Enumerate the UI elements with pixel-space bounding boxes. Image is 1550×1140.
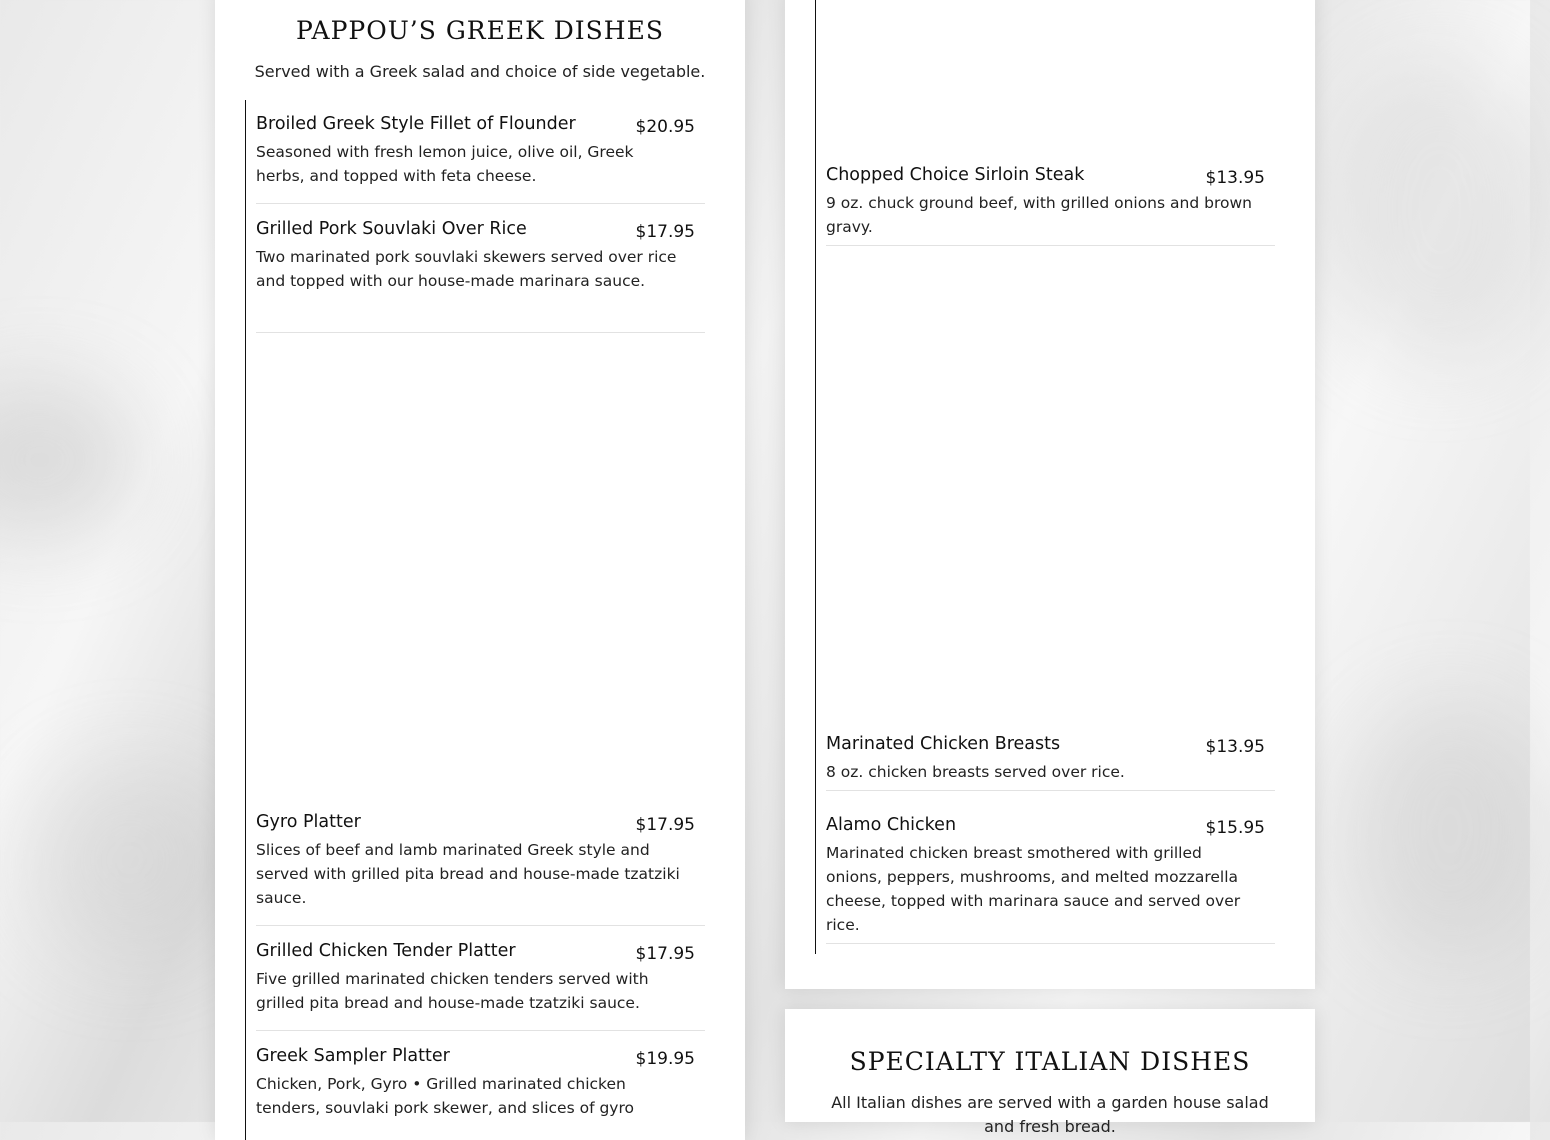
italian-dishes-panel bbox=[785, 1009, 1315, 1136]
background-shade bbox=[1330, 60, 1550, 360]
section-divider-line bbox=[245, 100, 246, 1140]
menu-item-name: Greek Sampler Platter bbox=[256, 1046, 450, 1066]
menu-item bbox=[256, 941, 705, 1031]
menu-item-price: $13.95 bbox=[1205, 168, 1265, 188]
menu-item bbox=[826, 734, 1275, 792]
menu-item-description: 9 oz. chuck ground beef, with grilled onions and brown gravy. bbox=[826, 194, 1252, 236]
menu-item-price: $17.95 bbox=[635, 222, 695, 242]
menu-item bbox=[256, 114, 705, 204]
menu-item-name: Gyro Platter bbox=[256, 812, 361, 832]
item-divider bbox=[256, 1030, 705, 1031]
greek-dishes-panel bbox=[215, 0, 745, 1140]
menu-item-name: Grilled Pork Souvlaki Over Rice bbox=[256, 219, 527, 239]
background-shade bbox=[0, 380, 140, 540]
menu-item bbox=[826, 165, 1275, 247]
menu-item-description: Marinated chicken breast smothered with grilled onions, peppers, mushrooms, and melted mozzarella cheese, topped with marinara sauce and served over rice. bbox=[826, 844, 1241, 934]
menu-item-price: $15.95 bbox=[1205, 818, 1265, 838]
item-divider bbox=[256, 203, 705, 204]
item-divider bbox=[256, 925, 705, 926]
menu-item-description: Slices of beef and lamb marinated Greek style and served with grilled pita bread and house-made tzatziki sauce. bbox=[256, 841, 680, 907]
menu-item-name: Marinated Chicken Breasts bbox=[826, 734, 1061, 754]
item-divider bbox=[826, 943, 1275, 944]
menu-item-description: Seasoned with fresh lemon juice, olive oil, Greek herbs, and topped with feta cheese. bbox=[256, 143, 634, 185]
menu-item-price: $17.95 bbox=[635, 944, 695, 964]
section-subtitle: All Italian dishes are served with a garden house salad and fresh bread. bbox=[831, 1093, 1269, 1136]
menu-item bbox=[256, 219, 705, 334]
menu-item-price: $19.95 bbox=[635, 1049, 695, 1069]
item-divider bbox=[256, 332, 705, 333]
section-title: SPECIALTY ITALIAN DISHES bbox=[849, 1047, 1251, 1076]
menu-item-price: $20.95 bbox=[635, 117, 695, 137]
background-shade bbox=[1350, 700, 1550, 960]
menu-item bbox=[256, 1046, 705, 1136]
menu-item-description: Two marinated pork souvlaki skewers served over rice and topped with our house-made marinara sauce. bbox=[256, 248, 677, 290]
section-subtitle: Served with a Greek salad and choice of side vegetable. bbox=[254, 62, 706, 81]
menu-item-description: 8 oz. chicken breasts served over rice. bbox=[826, 763, 1125, 781]
background-shade bbox=[30, 760, 230, 960]
entrees-panel bbox=[785, 0, 1315, 989]
section-divider-line bbox=[815, 0, 816, 954]
menu-item bbox=[826, 815, 1275, 945]
menu-item-description: Chicken, Pork, Gyro • Grilled marinated chicken tenders, souvlaki pork skewer, and slices of gyro bbox=[256, 1075, 634, 1117]
menu-item-name: Broiled Greek Style Fillet of Flounder bbox=[256, 114, 576, 134]
menu-item-price: $17.95 bbox=[635, 815, 695, 835]
menu-item-name: Chopped Choice Sirloin Steak bbox=[826, 165, 1085, 185]
item-divider bbox=[826, 245, 1275, 246]
menu-item-name: Alamo Chicken bbox=[826, 815, 957, 835]
menu-item-name: Grilled Chicken Tender Platter bbox=[256, 941, 516, 961]
section-title: PAPPOU’S GREEK DISHES bbox=[296, 16, 664, 45]
menu-item-price: $13.95 bbox=[1205, 737, 1265, 757]
menu-item bbox=[256, 812, 705, 927]
menu-item-description: Five grilled marinated chicken tenders served with grilled pita bread and house-made tzatziki sauce. bbox=[256, 970, 649, 1012]
item-divider bbox=[826, 790, 1275, 791]
